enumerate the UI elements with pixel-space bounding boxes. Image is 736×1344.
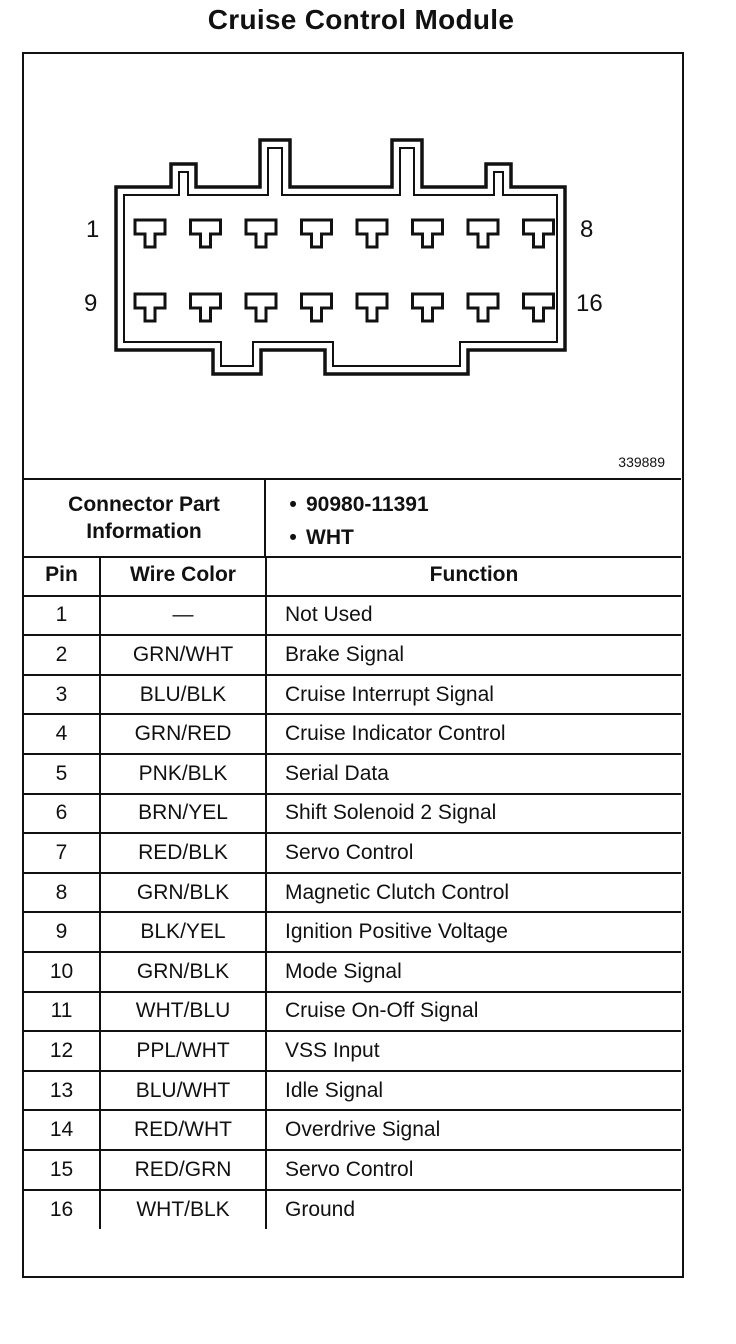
wire-color-cell: PNK/BLK [100, 754, 266, 794]
terminal-cavity [246, 220, 276, 247]
connector-part-label-line1: Connector Part [68, 493, 220, 516]
wire-color-cell: GRN/WHT [100, 635, 266, 675]
connector-diagram [24, 54, 681, 478]
table-row [24, 1110, 681, 1150]
pinout-table [24, 556, 681, 1229]
pin-cell: 5 [24, 754, 100, 794]
terminal-cavity [524, 220, 554, 247]
wire-color-cell: GRN/BLK [100, 952, 266, 992]
terminal-cavity [191, 220, 221, 247]
header-pin: Pin [24, 556, 100, 596]
function-cell: Servo Control [266, 1150, 681, 1190]
terminal-cavity [413, 294, 443, 321]
wire-color-cell: BLU/BLK [100, 675, 266, 715]
table-row [24, 596, 681, 636]
terminal-cavity [413, 220, 443, 247]
pin-label-16: 16 [576, 290, 603, 317]
header-function: Function [266, 556, 681, 596]
page-title: Cruise Control Module [207, 4, 515, 35]
function-cell: Servo Control [266, 833, 681, 873]
terminal-cavity [357, 220, 387, 247]
pin-cell: 1 [24, 596, 100, 636]
terminal-cavity [468, 294, 498, 321]
pin-label-1: 1 [86, 216, 100, 243]
function-cell: VSS Input [266, 1031, 681, 1071]
wire-color-cell: BLK/YEL [100, 912, 266, 952]
terminal-cavity [524, 294, 554, 321]
pin-cell: 16 [24, 1190, 100, 1230]
pin-cell: 2 [24, 635, 100, 675]
function-cell: Shift Solenoid 2 Signal [266, 794, 681, 834]
wire-color-cell: RED/BLK [100, 833, 266, 873]
terminal-cavity [468, 220, 498, 247]
wire-color-cell: BRN/YEL [100, 794, 266, 834]
connector-color: WHT [306, 526, 354, 549]
function-cell: Ground [266, 1190, 681, 1230]
connector-part-info [24, 478, 681, 558]
table-row [24, 1031, 681, 1071]
connector-cavity-outline [124, 148, 557, 366]
bullet-icon: • [289, 493, 297, 516]
function-cell: Cruise Interrupt Signal [266, 675, 681, 715]
function-cell: Magnetic Clutch Control [266, 873, 681, 913]
terminal-group [135, 220, 554, 321]
wire-color-cell: RED/GRN [100, 1150, 266, 1190]
function-cell: Brake Signal [266, 635, 681, 675]
terminal-cavity [135, 294, 165, 321]
wire-color-cell: — [100, 596, 266, 636]
terminal-cavity [302, 294, 332, 321]
connector-body-outline [116, 140, 565, 374]
pin-cell: 10 [24, 952, 100, 992]
pin-cell: 14 [24, 1110, 100, 1150]
table-row [24, 873, 681, 913]
pin-cell: 4 [24, 714, 100, 754]
table-row [24, 1071, 681, 1111]
pin-cell: 12 [24, 1031, 100, 1071]
function-cell: Mode Signal [266, 952, 681, 992]
connector-color-line [280, 521, 429, 554]
pin-cell: 13 [24, 1071, 100, 1111]
wire-color-cell: WHT/BLU [100, 992, 266, 1032]
table-row [24, 635, 681, 675]
function-cell: Serial Data [266, 754, 681, 794]
wire-color-cell: WHT/BLK [100, 1190, 266, 1230]
pin-cell: 7 [24, 833, 100, 873]
terminal-cavity [135, 220, 165, 247]
function-cell: Overdrive Signal [266, 1110, 681, 1150]
header-wire-color: Wire Color [100, 556, 266, 596]
pinout-rows [24, 596, 681, 1230]
connector-outline [24, 54, 681, 478]
terminal-cavity [246, 294, 276, 321]
table-row [24, 992, 681, 1032]
table-row [24, 1150, 681, 1190]
wire-color-cell: RED/WHT [100, 1110, 266, 1150]
terminal-cavity [191, 294, 221, 321]
function-cell: Not Used [266, 596, 681, 636]
function-cell: Cruise On-Off Signal [266, 992, 681, 1032]
pin-label-8: 8 [580, 216, 594, 243]
pin-cell: 9 [24, 912, 100, 952]
wire-color-cell: PPL/WHT [100, 1031, 266, 1071]
table-row [24, 912, 681, 952]
terminal-cavity [302, 220, 332, 247]
function-cell: Cruise Indicator Control [266, 714, 681, 754]
wire-color-cell: BLU/WHT [100, 1071, 266, 1111]
table-row [24, 952, 681, 992]
part-number-line [280, 488, 429, 521]
table-row [24, 675, 681, 715]
pin-cell: 11 [24, 992, 100, 1032]
wire-color-cell: GRN/BLK [100, 873, 266, 913]
part-number: 90980-11391 [306, 493, 429, 516]
table-header-row [24, 556, 681, 596]
connector-part-label [24, 480, 266, 556]
figure-id: 339889 [618, 454, 665, 470]
table-row [24, 754, 681, 794]
table-row [24, 1190, 681, 1230]
pin-cell: 8 [24, 873, 100, 913]
terminal-cavity [357, 294, 387, 321]
connector-part-label-line2: Information [86, 520, 202, 543]
wire-color-cell: GRN/RED [100, 714, 266, 754]
connector-frame [22, 52, 684, 1278]
pin-cell: 15 [24, 1150, 100, 1190]
pin-cell: 6 [24, 794, 100, 834]
function-cell: Idle Signal [266, 1071, 681, 1111]
table-row [24, 714, 681, 754]
table-row [24, 794, 681, 834]
table-row [24, 833, 681, 873]
function-cell: Ignition Positive Voltage [266, 912, 681, 952]
bullet-icon: • [289, 526, 297, 549]
pin-cell: 3 [24, 675, 100, 715]
connector-part-values [280, 488, 429, 554]
pin-label-9: 9 [84, 290, 98, 317]
